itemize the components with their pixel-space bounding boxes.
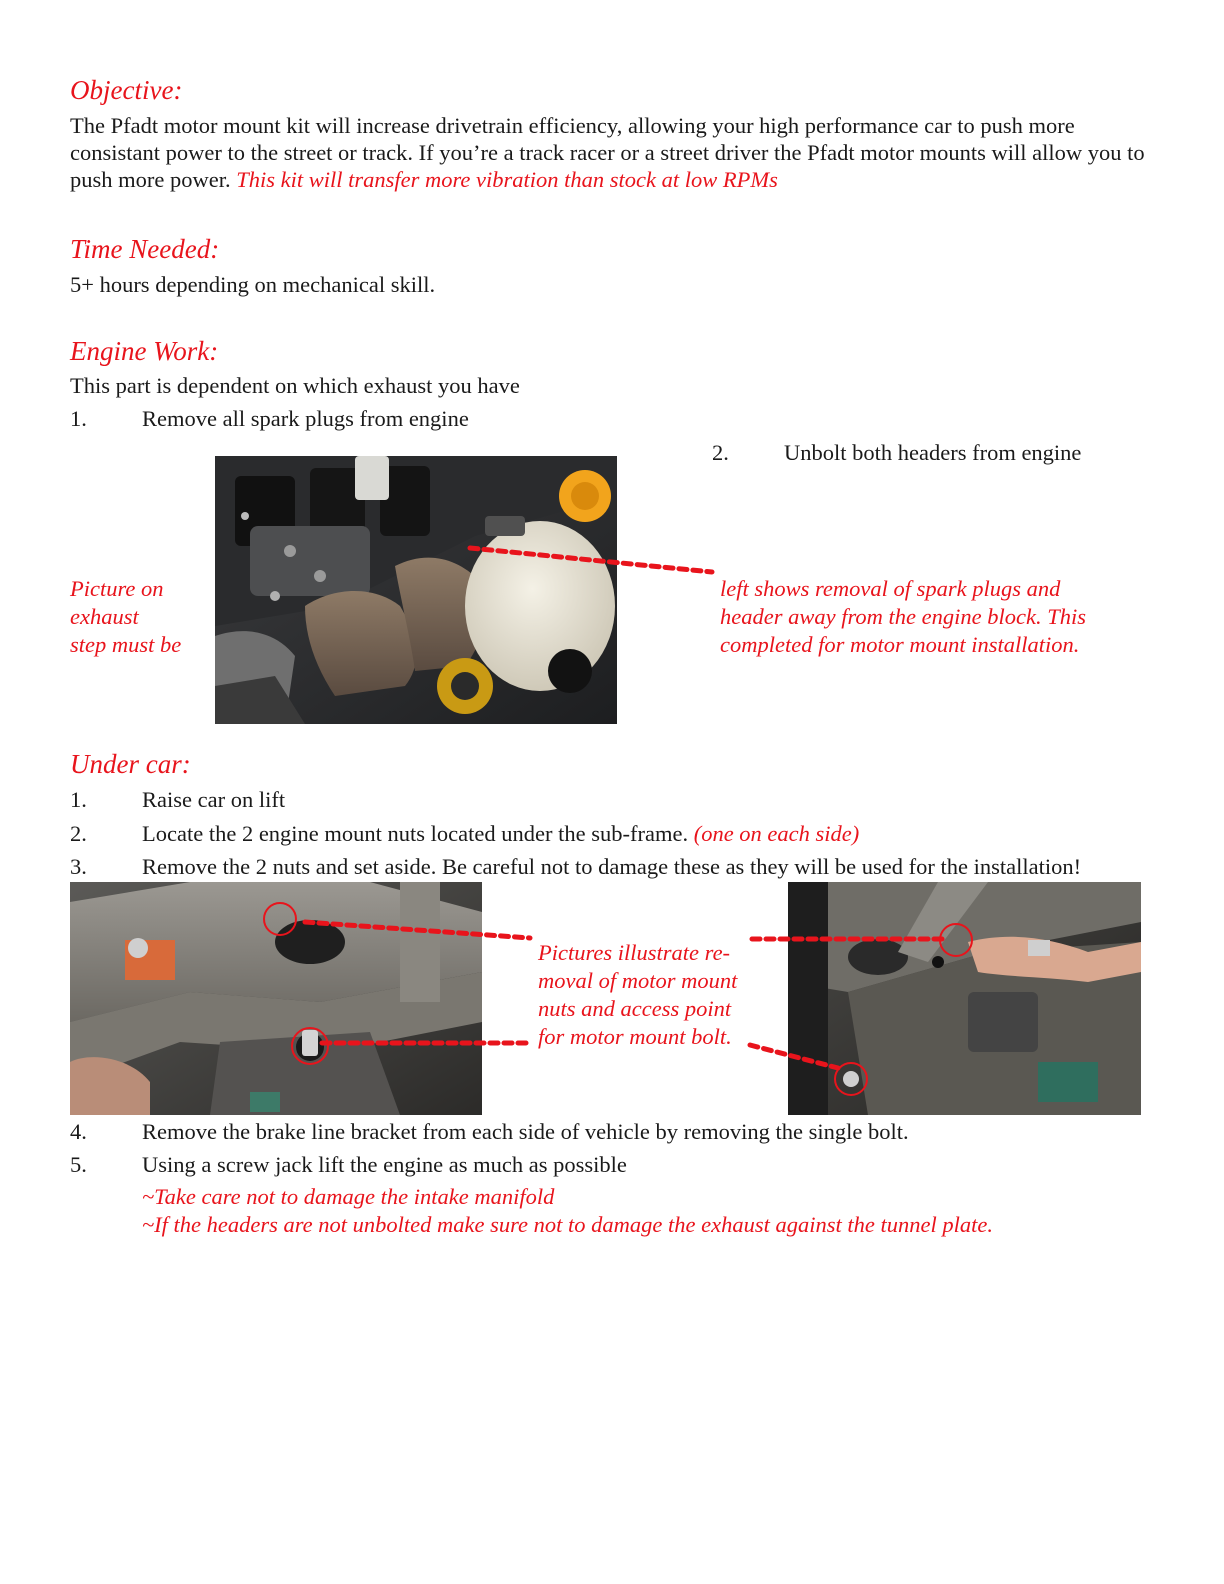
under-car-heading: Under car: xyxy=(70,749,191,779)
time-needed-heading: Time Needed: xyxy=(70,234,220,264)
step-text-main: Locate the 2 engine mount nuts located under the sub-frame. xyxy=(142,821,694,846)
caution-note-1: ~Take care not to damage the intake manifold xyxy=(142,1184,555,1209)
step-number: 5. xyxy=(70,1152,87,1177)
caption-line: step must be xyxy=(70,632,182,657)
engine-work-heading: Engine Work: xyxy=(70,336,219,366)
time-needed-body: 5+ hours depending on mechanical skill. xyxy=(70,272,436,297)
subframe-photo-left xyxy=(70,882,482,1115)
step-text xyxy=(142,820,859,847)
caption-line: left shows removal of spark plugs and xyxy=(720,576,1061,601)
engine-work-intro: This part is dependent on which exhaust you have xyxy=(70,373,520,398)
caption-line: moval of motor mount xyxy=(538,968,738,993)
objective-heading: Objective: xyxy=(70,75,183,105)
caution-note-2: ~If the headers are not unbolted make sure not to damage the exhaust against the tunnel plate. xyxy=(142,1212,993,1237)
step-number: 1. xyxy=(70,406,87,431)
caption-line: Pictures illustrate re- xyxy=(538,940,731,965)
objective-paragraph xyxy=(70,112,1150,193)
step-number: 2. xyxy=(70,821,87,846)
step-note: (one on each side) xyxy=(693,821,860,846)
step-text: Using a screw jack lift the engine as much as possible xyxy=(142,1152,627,1177)
objective-warning: This kit will transfer more vibration than stock at low RPMs xyxy=(236,167,778,192)
subframe-photo-right xyxy=(788,882,1141,1115)
step-text: Raise car on lift xyxy=(142,787,286,812)
caption-line: Picture on xyxy=(70,576,164,601)
step-text: Remove the brake line bracket from each side of vehicle by removing the single bolt. xyxy=(142,1119,909,1144)
caption-line: for motor mount bolt. xyxy=(538,1024,732,1049)
engine-bay-photo xyxy=(215,456,617,724)
step-text: Remove the 2 nuts and set aside. Be careful not to damage these as they will be used for the installation! xyxy=(142,854,1082,879)
engine-caption-right xyxy=(720,575,1086,659)
step-number: 2. xyxy=(712,440,729,465)
caption-line: exhaust xyxy=(70,604,139,629)
step-number: 3. xyxy=(70,854,87,879)
objective-body: The Pfadt motor mount kit will increase drivetrain efficiency, allowing your high performance car to push more consistant power to the street or track. If you’re a track racer or a street driver the Pfadt motor mounts will allow you to push more power. xyxy=(70,113,1145,192)
caption-line: header away from the engine block. This xyxy=(720,604,1086,629)
step-number: 1. xyxy=(70,787,87,812)
caption-line: nuts and access point xyxy=(538,996,732,1021)
step-text: Remove all spark plugs from engine xyxy=(142,406,469,431)
step-text: Unbolt both headers from engine xyxy=(784,440,1082,465)
step-number: 4. xyxy=(70,1119,87,1144)
under-car-caption xyxy=(538,939,737,1051)
engine-caption-left xyxy=(70,575,181,659)
caption-line: completed for motor mount installation. xyxy=(720,632,1080,657)
